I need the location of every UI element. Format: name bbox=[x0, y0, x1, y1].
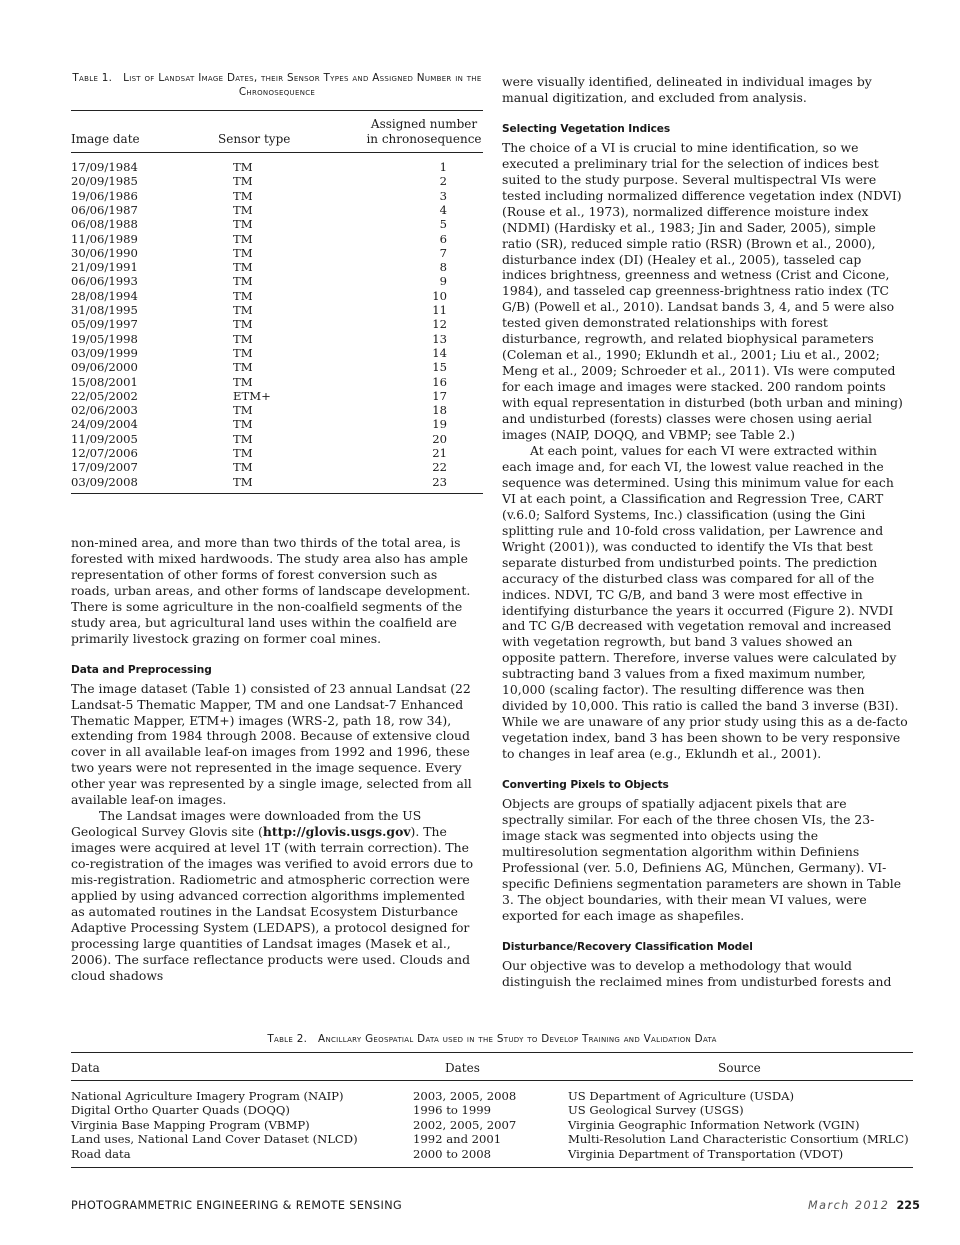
table1-cell-date: 24/09/2004 bbox=[71, 417, 138, 432]
right-paragraph-vi-extraction: At each point, values for each VI were extracted within each image and, for each VI, the lowest value reached in the sequence was determined. Using this minimum value for each VI at each point, a Classification and Regression Tree, CART (v.6.0; Salford Systems, Inc.) classification (using the Gini splitting rule and 10-fold cross validation, per Lawrence and Wright (2001)), was conducted to identify the VIs that best separate disturbed from undisturbed points. The prediction accuracy of the disturbed class was compared for all of the indices. NDVI, TC G/B, and band 3 were most effective in identifying disturbance the years it occurred (Figure 2). NVDI and TC G/B decreased with vegetation removal and increased with vegetation regrowth, but band 3 values showed an opposite pattern. Therefore, inverse values were calculated by subtracting band 3 values from a fixed maximum number, 10,000 (scaling factor). The resulting difference was then divided by 10,000. This ratio is called the band 3 inverse (B3I). While we are unaware of any prior study using this as a de-facto vegetation index, band 3 has been shown to be very responsive to changes in leaf area (e.g., Eklundh et al., 2001). bbox=[502, 442, 908, 762]
table1-cell-date: 20/09/1985 bbox=[71, 174, 138, 189]
table1-cell-date: 22/05/2002 bbox=[71, 388, 138, 403]
table1-cell-date: 06/08/1988 bbox=[71, 217, 138, 232]
table1-cell-date: 17/09/2007 bbox=[71, 460, 138, 475]
table2-cell-source: US Department of Agriculture (USDA) bbox=[568, 1089, 795, 1103]
table1-row bbox=[71, 403, 483, 417]
table1-cell-number: 19 bbox=[432, 417, 447, 432]
table1-row bbox=[71, 389, 483, 403]
left-paragraph-download bbox=[71, 808, 479, 983]
left-column bbox=[71, 535, 479, 984]
table1-cell-number: 11 bbox=[432, 303, 447, 317]
table2-cell-dates: 2003, 2005, 2008 bbox=[413, 1089, 517, 1103]
table1-row bbox=[71, 446, 483, 460]
table1-cell-date: 11/06/1989 bbox=[71, 231, 138, 246]
table2-bottom-rule bbox=[71, 1167, 913, 1168]
table1-cell-sensor: TM bbox=[233, 260, 253, 275]
table1-cell-sensor: TM bbox=[233, 202, 253, 217]
table1-cell-date: 28/08/1994 bbox=[71, 288, 138, 303]
table2-cell-dates: 1996 to 1999 bbox=[413, 1103, 492, 1118]
table1-cell-sensor: TM bbox=[233, 331, 253, 346]
footer-page-info bbox=[808, 1199, 920, 1212]
table1-cell-date: 31/08/1995 bbox=[71, 303, 138, 317]
table1-cell-sensor: TM bbox=[233, 245, 253, 260]
table1-cell-sensor: TM bbox=[233, 345, 253, 360]
table1-cell-number: 5 bbox=[439, 217, 447, 232]
table2-cell-data: Virginia Base Mapping Program (VBMP) bbox=[71, 1117, 310, 1132]
table1-row bbox=[71, 475, 483, 489]
table1-cell-date: 03/09/1999 bbox=[71, 345, 138, 360]
table1-cell-number: 7 bbox=[439, 245, 447, 260]
table1-header-rule bbox=[71, 152, 483, 153]
table1-cell-date: 21/09/1991 bbox=[71, 260, 138, 275]
table1-row bbox=[71, 432, 483, 446]
table1-cell-number: 16 bbox=[432, 374, 447, 389]
table2-caption bbox=[71, 1032, 913, 1046]
table1-cell-sensor: TM bbox=[233, 360, 253, 375]
table1-cell-date: 03/09/2008 bbox=[71, 474, 138, 489]
table1-row bbox=[71, 260, 483, 274]
table1-cell-number: 1 bbox=[439, 160, 447, 174]
table2-cell-source: Multi-Resolution Land Characteristic Consortium (MRLC) bbox=[568, 1132, 909, 1147]
table1-cell-date: 06/06/1993 bbox=[71, 274, 138, 289]
table1-row bbox=[71, 289, 483, 303]
table1-cell-date: 30/06/1990 bbox=[71, 245, 138, 260]
table1-cell-date: 09/06/2000 bbox=[71, 360, 138, 375]
table1-cell-sensor: TM bbox=[233, 160, 253, 174]
table1-row bbox=[71, 160, 483, 174]
right-paragraph-objects: Objects are groups of spatially adjacent pixels that are spectrally similar. For each of the three chosen VIs, the 23-image stack was segmented into objects using the multiresolution segmentation algorithm within Definiens Professional (ver. 5.0, Definiens AG, München, Germany). VI-specific Definiens segmentation parameters are shown in Table 3. The object boundaries, with their mean VI values, were exported for each image as shapefiles. bbox=[502, 795, 902, 923]
table1-header-assigned-line1: Assigned number bbox=[370, 117, 478, 131]
table2-cell-data: Land uses, National Land Cover Dataset (NLCD) bbox=[71, 1132, 358, 1147]
table2-label: Table 2. bbox=[267, 1033, 308, 1045]
table1-top-rule bbox=[71, 110, 483, 111]
table1-row bbox=[71, 417, 483, 431]
table1-cell-number: 15 bbox=[432, 360, 447, 375]
table1-cell-date: 12/07/2006 bbox=[71, 446, 138, 460]
table2-cell-source: Virginia Geographic Information Network (VGIN) bbox=[568, 1117, 860, 1132]
table1-cell-sensor: TM bbox=[233, 231, 253, 246]
table2-row bbox=[71, 1103, 913, 1117]
table2-cell-data: Digital Ortho Quarter Quads (DOQQ) bbox=[71, 1103, 290, 1118]
table1-cell-sensor: TM bbox=[233, 446, 253, 460]
table1-cell-number: 14 bbox=[432, 345, 447, 360]
table1-cell-sensor: TM bbox=[233, 460, 253, 475]
table2-cell-source: Virginia Department of Transportation (VDOT) bbox=[568, 1146, 844, 1161]
table1-cell-sensor: TM bbox=[233, 403, 253, 418]
table1-row bbox=[71, 332, 483, 346]
table1-cell-sensor: TM bbox=[233, 417, 253, 432]
download-text-a: The Landsat images were downloaded from the US Geological Survey Glovis site ( bbox=[71, 808, 422, 840]
table1-row bbox=[71, 360, 483, 374]
table1-cell-date: 05/09/1997 bbox=[71, 317, 138, 332]
table1-cell-date: 17/09/1984 bbox=[71, 160, 138, 174]
table2-caption-text: Ancillary Geospatial Data used in the Study to Develop Training and Validation Data bbox=[318, 1033, 717, 1045]
table2-row bbox=[71, 1089, 913, 1103]
table2-row bbox=[71, 1147, 913, 1161]
right-paragraph-objective: Our objective was to develop a methodology that would distinguish the reclaimed mines from undisturbed forests and bbox=[502, 957, 892, 989]
table1-row bbox=[71, 232, 483, 246]
table1-cell-number: 6 bbox=[439, 231, 447, 246]
table1-caption-text: List of Landsat Image Dates, their Sensor Types and Assigned Number in the Chronosequence bbox=[123, 72, 482, 98]
table1-row bbox=[71, 346, 483, 360]
table2-cell-source: US Geological Survey (USGS) bbox=[568, 1103, 744, 1118]
heading-data-preprocessing: Data and Preprocessing bbox=[71, 663, 212, 676]
table2-header-dates: Dates bbox=[445, 1061, 480, 1075]
table2-row bbox=[71, 1118, 913, 1132]
table1-cell-date: 19/05/1998 bbox=[71, 331, 138, 346]
table2-header-source: Source bbox=[718, 1061, 761, 1075]
table1-row bbox=[71, 303, 483, 317]
table2-cell-data: Road data bbox=[71, 1146, 131, 1161]
table1-label: Table 1. bbox=[72, 72, 113, 84]
table1-cell-number: 18 bbox=[432, 403, 447, 418]
table1-cell-number: 17 bbox=[432, 388, 447, 403]
table1-cell-number: 13 bbox=[432, 331, 447, 346]
right-paragraph-cloud: were visually identified, delineated in individual images by manual digitization, and excluded from analysis. bbox=[502, 74, 872, 105]
table2-cell-data: National Agriculture Imagery Program (NAIP) bbox=[71, 1089, 344, 1103]
table1-cell-sensor: TM bbox=[233, 174, 253, 189]
table1-cell-number: 3 bbox=[439, 188, 447, 203]
table1-caption bbox=[66, 71, 488, 99]
table1-cell-sensor: TM bbox=[233, 474, 253, 489]
table1-cell-sensor: TM bbox=[233, 431, 253, 446]
table1-cell-number: 8 bbox=[439, 260, 447, 275]
table1-header-sensor-type: Sensor type bbox=[218, 132, 291, 146]
left-paragraph-image-dataset: The image dataset (Table 1) consisted of 23 annual Landsat (22 Landsat-5 Thematic Mapper, TM and one Landsat-7 Enhanced Thematic Mapper, ETM+) images (WRS-2, path 18, row 34), extending from 1984 through 2008. Because of extensive cloud cover in all available leaf-on images from 1992 and 1996, these two years were not represented in the image sequence. Every other year was represented by a single image, selected from all available leaf-on images. bbox=[71, 680, 472, 808]
table1-cell-sensor: TM bbox=[233, 217, 253, 232]
table1-header-assigned-line2: in chronosequence bbox=[366, 131, 482, 146]
table1-row bbox=[71, 203, 483, 217]
table1-cell-date: 19/06/1986 bbox=[71, 188, 138, 203]
table1-cell-number: 22 bbox=[432, 460, 447, 475]
table1-row bbox=[71, 174, 483, 188]
heading-converting-pixels: Converting Pixels to Objects bbox=[502, 779, 669, 792]
table1-cell-number: 4 bbox=[439, 202, 447, 217]
table1-row bbox=[71, 274, 483, 288]
table1-cell-date: 06/06/1987 bbox=[71, 202, 138, 217]
table1-row bbox=[71, 246, 483, 260]
table1-cell-number: 9 bbox=[439, 274, 447, 289]
table1-row bbox=[71, 460, 483, 474]
table2-top-rule bbox=[71, 1052, 913, 1053]
table1-cell-date: 11/09/2005 bbox=[71, 431, 138, 446]
table1-cell-sensor: TM bbox=[233, 317, 253, 332]
right-paragraph-vi-choice: The choice of a VI is crucial to mine identification, so we executed a preliminary trial for the selection of indices best suited to the study purpose. Several multispectral VIs were tested including normalized difference vegetation index (NDVI) (Rouse et al., 1973), normalized difference moisture index (NDMI) (Hardisky et al., 1983; Jin and Sader, 2005), simple ratio (SR), reduced simple ratio (RSR) (Brown et al., 2000), disturbance index (DI) (Healey et al., 2005), tasseled cap indices brightness, greenness and wetness (Crist and Cicone, 1984), and tasseled cap greenness-brightness ratio index (TC G/B) (Powell et al., 2010). Landsat bands 3, 4, and 5 were also tested given demonstrated relationships with forest disturbance, regrowth, and related biophysical parameters (Coleman et al., 1990; Eklundh et al., 2001; Liu et al., 2002; Meng et al., 2009; Schroeder et al., 2011). VIs were computed for each image and images were stacked. 200 random points with equal representation in disturbed (both urban and mining) and undisturbed (forests) classes were chosen using aerial images (NAIP, DOQQ, and VBMP; see Table 2.) bbox=[502, 139, 903, 443]
table2-cell-dates: 2002, 2005, 2007 bbox=[413, 1117, 517, 1132]
table1-cell-number: 23 bbox=[432, 474, 447, 489]
table1-row bbox=[71, 217, 483, 231]
table1-row bbox=[71, 189, 483, 203]
download-text-b: ). The images were acquired at level 1T (with terrain correction). The co-registration of the images was verified to avoid errors due to mis-registration. Radiometric and atmospheric correction were applied by using advanced correction algorithms implemented as automated routines in the Landsat Ecosystem Disturbance Adaptive Processing System (LEDAPS), a protocol designed for processing large quantities of Landsat images (Masek et al., 2006). The surface reflectance products were used. Clouds and cloud shadows bbox=[71, 824, 474, 983]
heading-selecting-vegetation-indices: Selecting Vegetation Indices bbox=[502, 122, 671, 135]
table1-cell-sensor: TM bbox=[233, 188, 253, 203]
table2-header-rule bbox=[71, 1080, 913, 1081]
table1-header-assigned-number bbox=[365, 117, 483, 147]
table1-cell-sensor: TM bbox=[233, 274, 253, 289]
table1-cell-number: 20 bbox=[432, 431, 447, 446]
table1-row bbox=[71, 375, 483, 389]
table1-cell-sensor: TM bbox=[233, 303, 253, 317]
table1-cell-number: 21 bbox=[432, 446, 447, 460]
table1-cell-number: 2 bbox=[439, 174, 447, 189]
glovis-link[interactable]: http://glovis.usgs.gov bbox=[262, 824, 411, 840]
heading-classification-model: Disturbance/Recovery Classification Model bbox=[502, 940, 753, 953]
table1-cell-sensor: ETM+ bbox=[233, 388, 271, 403]
table2-cell-dates: 2000 to 2008 bbox=[413, 1146, 492, 1161]
table1-cell-number: 12 bbox=[432, 317, 447, 332]
table1-bottom-rule bbox=[71, 493, 483, 494]
table1-cell-date: 02/06/2003 bbox=[71, 403, 138, 418]
table2-row bbox=[71, 1132, 913, 1146]
left-paragraph-study-area: non-mined area, and more than two thirds of the total area, is forested with mixed hardwoods. The study area also has ample representation of other forms of forest conversion such as roads, urban areas, and other forms of landscape development. There is some agriculture in the non-coalfield segments of the study area, but agricultural land uses within the coalfield are primarily livestock grazing on former coal mines. bbox=[71, 535, 471, 646]
table2-header-data: Data bbox=[71, 1061, 100, 1075]
footer-journal-name: PHOTOGRAMMETRIC ENGINEERING & REMOTE SENSING bbox=[71, 1199, 403, 1212]
table2-cell-dates: 1992 and 2001 bbox=[413, 1132, 502, 1147]
table1-cell-sensor: TM bbox=[233, 288, 253, 303]
footer-page-number: 225 bbox=[896, 1199, 920, 1212]
table1-cell-sensor: TM bbox=[233, 374, 253, 389]
footer-issue: March 2012 bbox=[808, 1199, 890, 1212]
table1-header-image-date: Image date bbox=[71, 132, 140, 146]
table1-cell-number: 10 bbox=[432, 288, 447, 303]
right-column bbox=[502, 74, 908, 989]
table1-row bbox=[71, 317, 483, 331]
table1-cell-date: 15/08/2001 bbox=[71, 374, 138, 389]
